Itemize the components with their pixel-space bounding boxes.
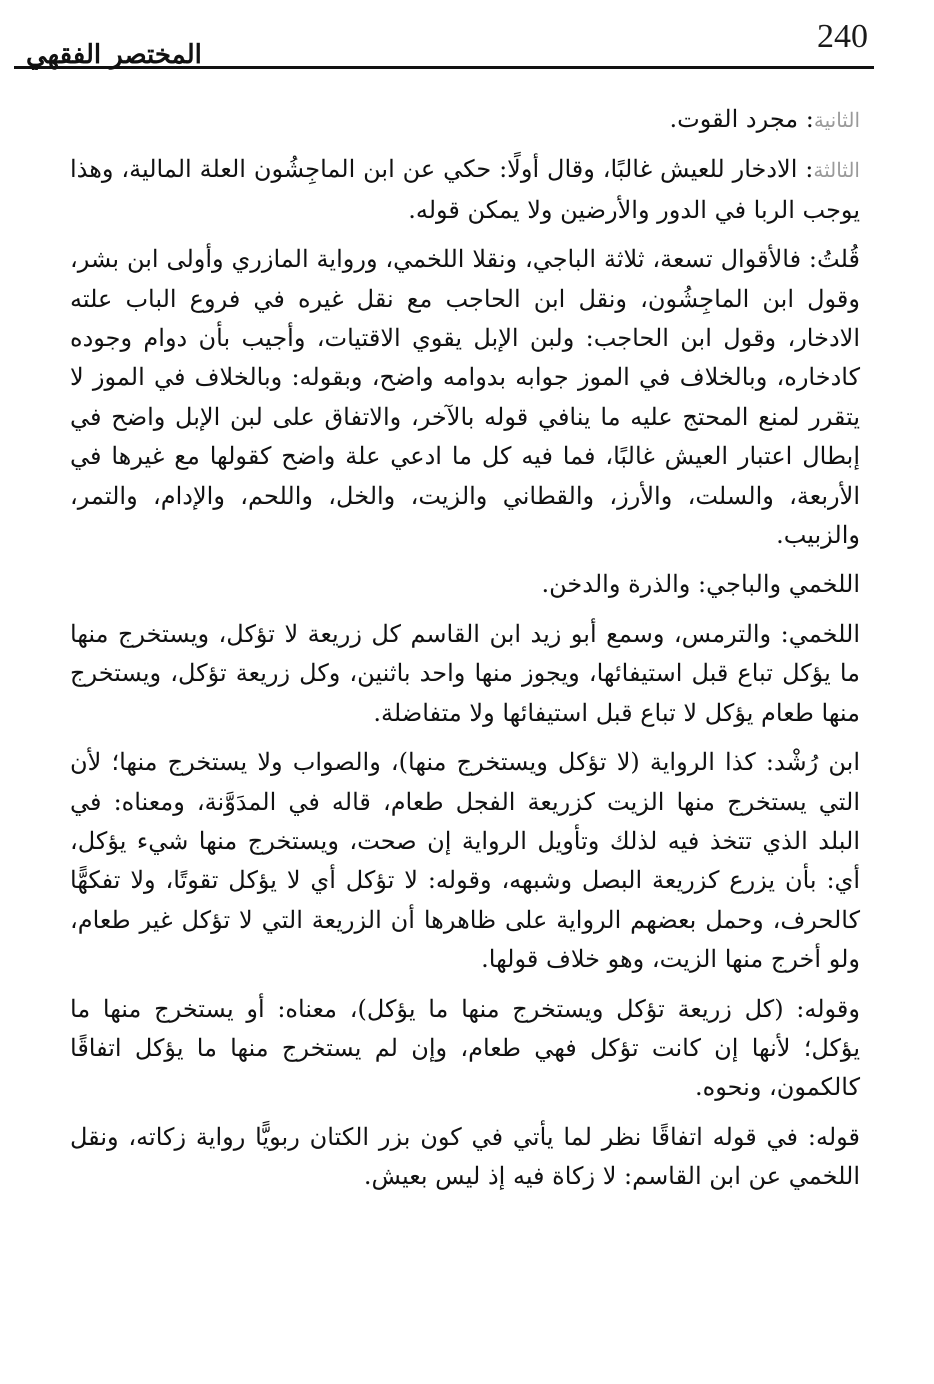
paragraph: [70, 743, 860, 979]
paragraph: [70, 150, 860, 230]
header-rule: [14, 66, 874, 69]
paragraph: [70, 565, 860, 604]
running-title: المختصر الفقهي: [26, 40, 202, 70]
paragraph-text: وقوله: (كل زريعة تؤكل ويستخرج منها ما يؤكل)، معناه: أو يستخرج منها ما يؤكل؛ لأنها إن كانت تؤكل فهي طعام، وإن لم يستخرج منها ما يؤكل اتفاقًا كالكمون، ونحوه.: [70, 994, 861, 1102]
paragraph-text: قوله: في قوله اتفاقًا نظر لما يأتي في كون بزر الكتان ربويًّا رواية زكاته، ونقل اللخمي عن ابن القاسم: لا زكاة فيه إذ ليس بعيش.: [70, 1122, 861, 1191]
page-number: 240: [817, 18, 868, 55]
paragraph-text: اللخمي: والترمس، وسمع أبو زيد ابن القاسم كل زريعة لا تؤكل، ويستخرج منها ما يؤكل تباع قبل استيفائها، ويجوز منها واحد باثنين، وكل زريعة تؤكل، ويستخرج منها طعام يؤكل لا تباع قبل استيفائها ولا متفاضلة.: [70, 619, 860, 727]
paragraph-lead: الثالثة: [813, 158, 860, 183]
paragraph-text: ابن رُشْد: كذا الرواية (لا تؤكل ويستخرج منها)، والصواب ولا يستخرج منها؛ لأن التي يستخرج منها الزيت كزريعة الفجل طعام، قاله في المدَوَّنة، ومعناه: في البلد الذي تتخذ فيه لذلك وتأويل الرواية إن صحت، ويستخرج منها شيء يؤكل، أي: بأن يزرع كزريعة البصل وشبهه، وقوله: لا تؤكل أي لا يؤكل تقوتًا، ولا تفكهًّا كالحرف، وحمل بعضهم الرواية على ظاهرها أن الزريعة التي لا تؤكل غير طعام، ولو أخرج منها الزيت، وهو خلاف قولها.: [70, 748, 861, 974]
paragraph-text: : الادخار للعيش غالبًا، وقال أولًا: حكي عن ابن الماجِشُون العلة المالية، وهذا يوجب الربا في الدور والأرضين ولا يمكن قوله.: [70, 155, 860, 224]
paragraph: [70, 615, 860, 733]
paragraph: [70, 1118, 860, 1197]
paragraph-lead: الثانية: [813, 108, 860, 132]
paragraph: [70, 100, 860, 140]
paragraph-text: اللخمي والباجي: والذرة والدخن.: [541, 570, 860, 599]
page-body: [70, 100, 860, 1207]
paragraph: [70, 990, 860, 1108]
paragraph: [70, 240, 860, 555]
paragraph-text: : مجرد القوت.: [669, 105, 814, 133]
paragraph-text: قُلتُ: فالأقوال تسعة، ثلاثة الباجي، ونقلا اللخمي، ورواية المازري وأولى ابن بشر، وقول ابن الماجِشُون، ونقل ابن الحاجب مع نقل غيره في فروع الباب علته الادخار، وقول ابن الحاجب: ولبن الإبل يقوي الاقتيات، وأجيب بأن دوام وجوده كادخاره، وبالخلاف في الموز جوابه بدوامه واضح، وبقوله: وبالخلاف في الموز لا يتقرر لمنع المحتج عليه ما ينافي قوله بالآخر، والاتفاق على لبن الإبل واضح في إبطال اعتبار العيش غالبًا، فما فيه كل ما ادعي علة واضح كقولها مع غيرها في الأربعة، والسلت، والأرز، والقطاني والزيت، والخل، واللحم، والإدام، والتمر، والزبيب.: [70, 245, 860, 550]
